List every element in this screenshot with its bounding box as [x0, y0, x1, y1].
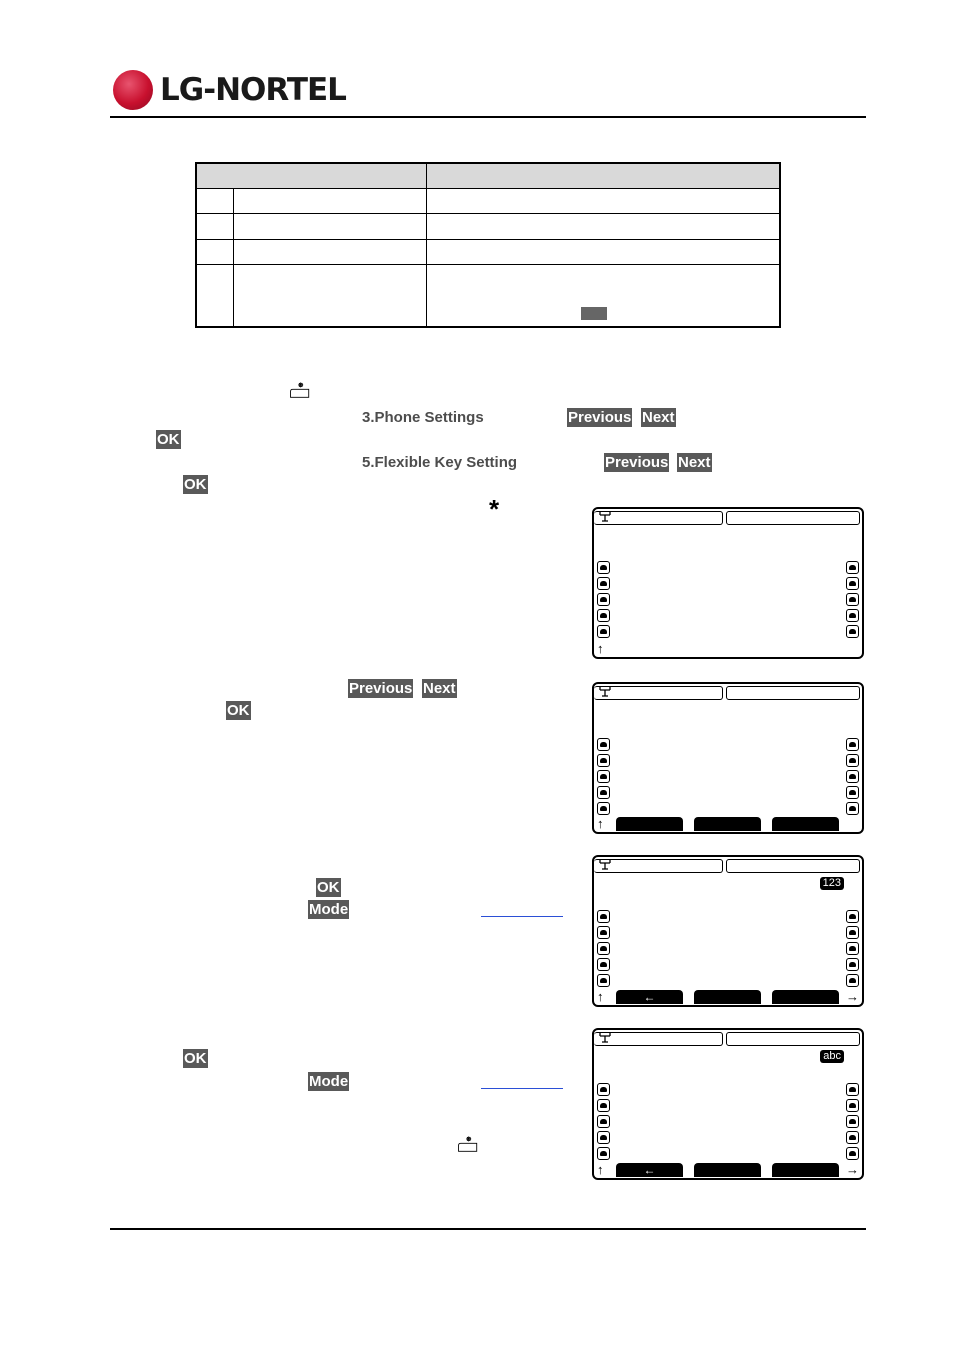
- line-key-icon: [846, 609, 859, 622]
- soft-key-backspace[interactable]: ←: [616, 1163, 683, 1177]
- ok-key-label: OK: [184, 1050, 207, 1067]
- table-row-desc: [427, 264, 781, 327]
- line-key-icon: [846, 1115, 859, 1128]
- table-row-desc: [427, 214, 781, 239]
- line-key-icon: [597, 609, 610, 622]
- soft-key-2[interactable]: [694, 1163, 761, 1177]
- line-key-icon: [597, 1083, 610, 1096]
- lcd-header-left: [594, 859, 723, 873]
- mode-key-label: Mode: [309, 901, 349, 918]
- table-row-number: [196, 239, 234, 264]
- ok-key-label: OK: [157, 431, 180, 448]
- back-arrow-icon: ↑: [597, 641, 604, 656]
- table-row-desc: [427, 189, 781, 214]
- line-key-icon: [846, 786, 859, 799]
- soft-key-2[interactable]: [694, 990, 761, 1004]
- mode-key-label: Mode: [309, 1073, 349, 1090]
- line-key-icon: [597, 958, 610, 971]
- soft-key-2[interactable]: [694, 817, 761, 831]
- line-key-icon: [597, 1099, 610, 1112]
- previous-key-label: Previous: [349, 680, 413, 697]
- menu-item-flexible-key-setting: 5.Flexible Key Setting: [362, 454, 518, 471]
- next-key-label: Next: [423, 680, 456, 697]
- table-row-name: [234, 189, 427, 214]
- right-arrow-icon: →: [846, 1162, 859, 1177]
- line-key-icon: [597, 1115, 610, 1128]
- line-key-icon: [846, 1147, 859, 1160]
- header-rule: [110, 116, 866, 118]
- feature-table: [195, 162, 781, 328]
- soft-key-3[interactable]: [772, 990, 839, 1004]
- right-arrow-icon: →: [846, 989, 859, 1004]
- table-row-name: [234, 214, 427, 239]
- back-arrow-icon: ↑: [597, 989, 604, 1004]
- lcd-screen-3: [592, 855, 864, 1007]
- lcd-header-right: [726, 1032, 860, 1046]
- line-key-icon: [846, 625, 859, 638]
- line-key-icon: [597, 910, 610, 923]
- line-key-icon: [597, 738, 610, 751]
- lcd-header-right: [726, 511, 860, 525]
- table-row-number: [196, 264, 234, 327]
- ok-key-label: OK: [227, 702, 250, 719]
- footer-rule: [110, 1228, 866, 1230]
- input-mode-badge: abc: [820, 1050, 844, 1063]
- key-placeholder-box: [581, 307, 607, 320]
- line-key-icon: [846, 958, 859, 971]
- lcd-header-left: [594, 1032, 723, 1046]
- hyperlink-underline[interactable]: [481, 916, 563, 917]
- line-key-icon: [597, 561, 610, 574]
- line-key-icon: [597, 770, 610, 783]
- lcd-header-right: [726, 859, 860, 873]
- lcd-screen-2: [592, 682, 864, 834]
- table-header-cell: [196, 163, 427, 189]
- line-key-icon: [846, 1131, 859, 1144]
- table-row-number: [196, 214, 234, 239]
- line-key-icon: [597, 802, 610, 815]
- line-key-icon: [597, 942, 610, 955]
- line-key-icon: [597, 1147, 610, 1160]
- soft-key-1[interactable]: [616, 817, 683, 831]
- asterisk-key: *: [489, 494, 500, 524]
- line-key-icon: [597, 577, 610, 590]
- line-key-icon: [597, 754, 610, 767]
- line-key-icon: [846, 926, 859, 939]
- line-key-icon: [597, 926, 610, 939]
- lg-logo-mark: [113, 70, 153, 110]
- next-key-label: Next: [642, 409, 675, 426]
- lcd-header-left: [594, 686, 723, 700]
- lcd-screen-1: [592, 507, 864, 659]
- line-key-icon: [597, 786, 610, 799]
- line-key-icon: [846, 561, 859, 574]
- line-key-icon: [597, 593, 610, 606]
- input-mode-badge: 123: [820, 877, 844, 890]
- line-key-icon: [846, 1083, 859, 1096]
- lcd-screen-4: [592, 1028, 864, 1180]
- table-row-name: [234, 239, 427, 264]
- hyperlink-underline[interactable]: [481, 1088, 563, 1089]
- line-key-icon: [846, 577, 859, 590]
- line-key-icon: [597, 1131, 610, 1144]
- lcd-header-left: [594, 511, 723, 525]
- next-key-label: Next: [678, 454, 711, 471]
- previous-key-label: Previous: [605, 454, 669, 471]
- line-key-icon: [597, 974, 610, 987]
- line-key-icon: [846, 770, 859, 783]
- lcd-header-right: [726, 686, 860, 700]
- line-key-icon: [846, 974, 859, 987]
- soft-key-backspace[interactable]: ←: [616, 990, 683, 1004]
- ok-key-label: OK: [184, 476, 207, 493]
- line-key-icon: [846, 738, 859, 751]
- table-row-name: [234, 264, 427, 327]
- line-key-icon: [597, 625, 610, 638]
- line-key-icon: [846, 593, 859, 606]
- soft-key-3[interactable]: [772, 817, 839, 831]
- back-arrow-icon: ↑: [597, 816, 604, 831]
- ok-key-label: OK: [317, 879, 340, 896]
- settings-key-icon: [456, 1136, 480, 1152]
- table-row-number: [196, 189, 234, 214]
- line-key-icon: [846, 942, 859, 955]
- table-header-cell: [427, 163, 781, 189]
- brand-logo-text: LG-NORTEL: [160, 72, 346, 108]
- line-key-icon: [846, 754, 859, 767]
- soft-key-3[interactable]: [772, 1163, 839, 1177]
- back-arrow-icon: ↑: [597, 1162, 604, 1177]
- table-row-desc: [427, 239, 781, 264]
- menu-item-phone-settings: 3.Phone Settings: [362, 409, 484, 426]
- line-key-icon: [846, 910, 859, 923]
- line-key-icon: [846, 802, 859, 815]
- line-key-icon: [846, 1099, 859, 1112]
- settings-key-icon: [288, 382, 312, 398]
- previous-key-label: Previous: [568, 409, 632, 426]
